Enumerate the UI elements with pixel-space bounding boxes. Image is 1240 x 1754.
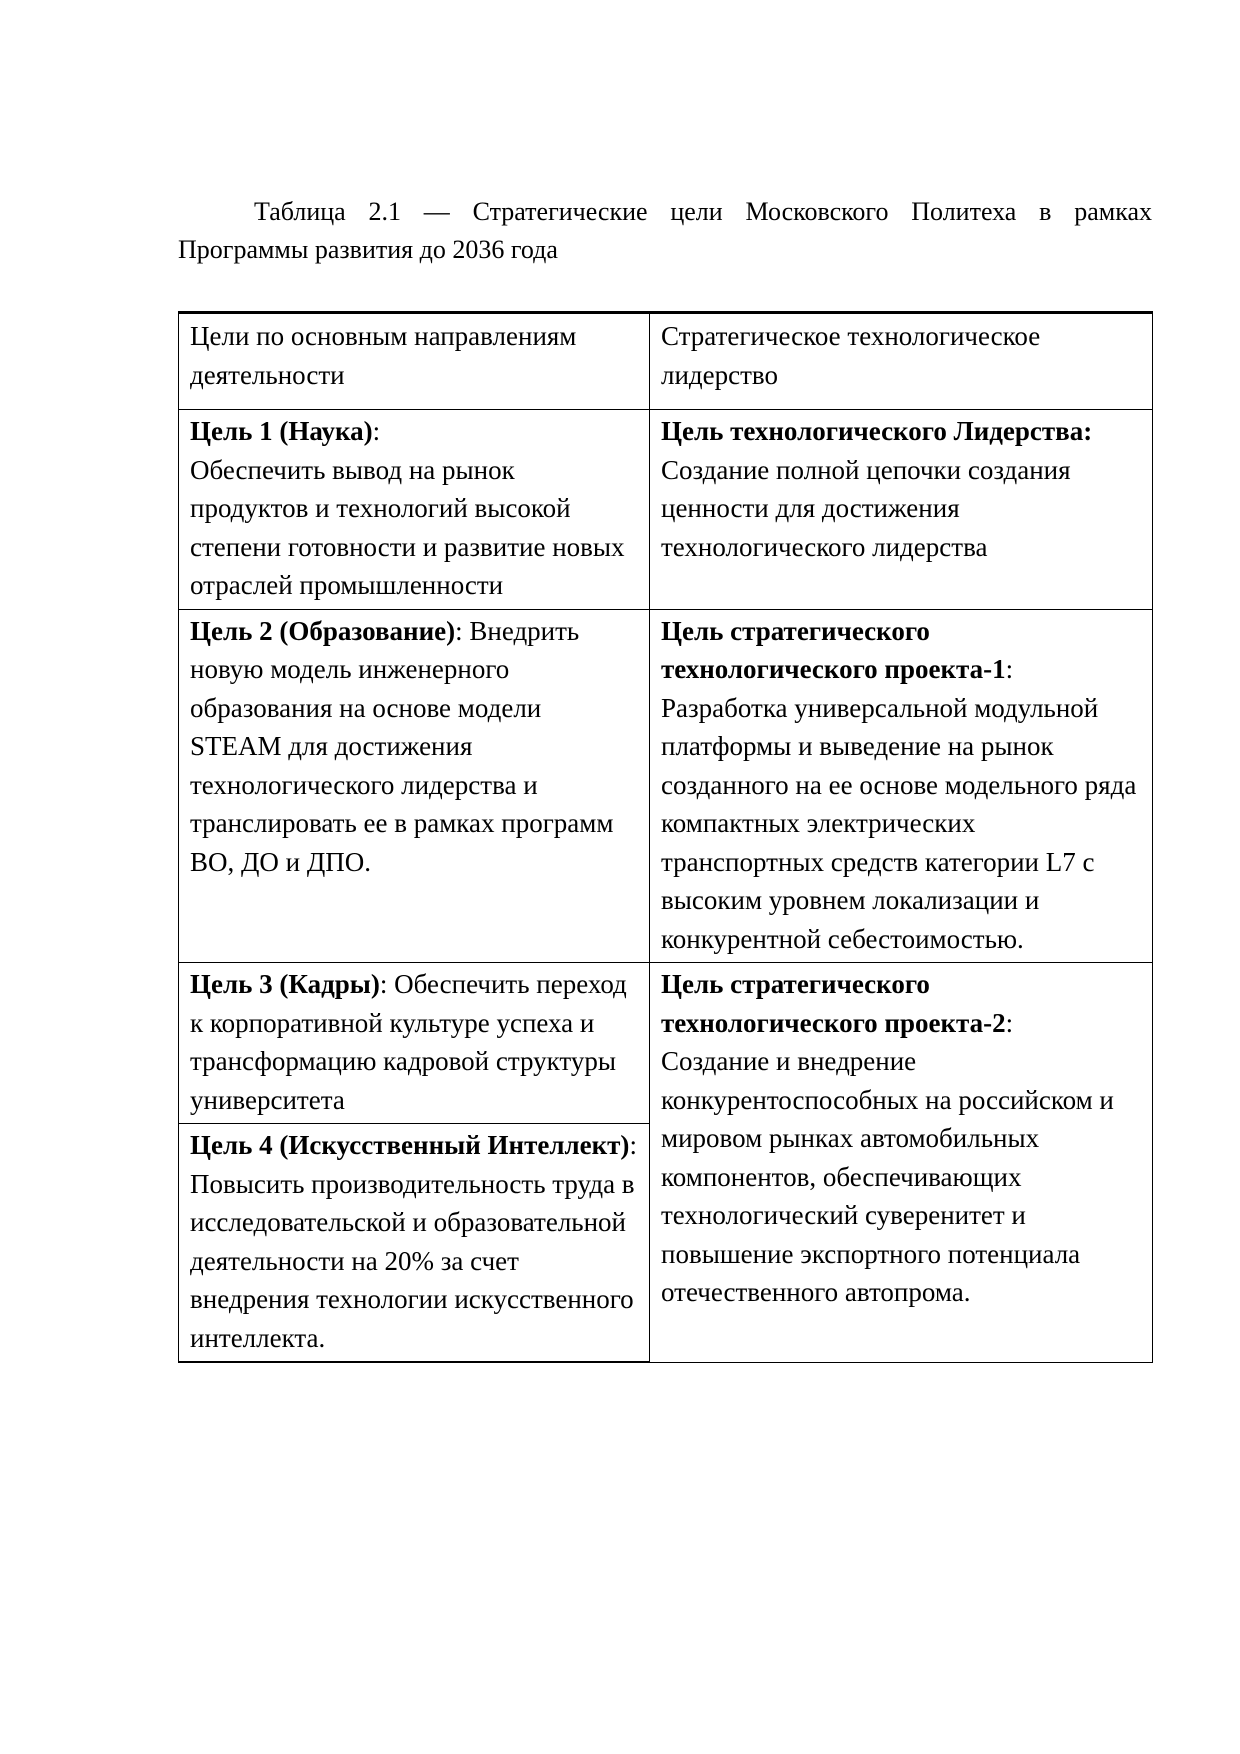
project-2-title: Цель стратегического технологического проекта-2 — [661, 969, 1006, 1038]
goal-1-separator: : — [372, 416, 381, 446]
project-2-separator: : — [1005, 1007, 1014, 1038]
tech-leadership-text: Создание полной цепочки создания ценности для достижения технологического лидерства — [661, 454, 1071, 562]
goal-2-education-cell — [179, 609, 650, 963]
goal-2-text: : Внедрить новую модель инженерного образования на основе модели STEAM для достижения технологического лидерства и транслировать ее в рамках программ ВО, ДО и ДПО. — [190, 615, 614, 877]
header-cell-directions — [179, 313, 650, 410]
table-header-row — [179, 313, 1153, 410]
project-2-text: Создание и внедрение конкурентоспособных на российском и мировом рынках автомобильных компонентов, обеспечивающих технологический суверенитет и повышение экспортного потенциала отечественного автопрома. — [661, 1046, 1114, 1307]
strategic-goals-table — [178, 311, 1153, 1363]
project-1-title: Цель стратегического технологического проекта-1 — [661, 615, 1006, 684]
header-leadership-label: Стратегическое технологическое лидерство — [661, 321, 1041, 390]
goal-4-ai-cell — [179, 1124, 650, 1363]
goal-4-text: : Повысить производительность труда в исследовательской и образовательной деятельности на 20% за счет внедрения технологии искусственного интеллекта. — [190, 1130, 637, 1353]
tech-leadership-title: Цель технологического Лидерства: — [661, 416, 1093, 446]
table-row — [179, 963, 1153, 1124]
project-2-goal-cell — [650, 963, 1153, 1363]
header-cell-leadership — [650, 313, 1153, 410]
goal-2-title: Цель 2 (Образование) — [190, 615, 456, 646]
goal-1-title: Цель 1 (Наука) — [190, 416, 373, 446]
goal-3-title: Цель 3 (Кадры) — [190, 969, 380, 999]
table-row — [179, 609, 1153, 963]
project-1-goal-cell — [650, 609, 1153, 963]
goal-4-title: Цель 4 (Искусственный Интеллект) — [190, 1130, 630, 1160]
header-directions-label: Цели по основным направлениям деятельности — [190, 321, 577, 390]
project-1-separator: : — [1005, 654, 1014, 684]
tech-leadership-goal-cell — [650, 410, 1153, 610]
table-row — [179, 410, 1153, 610]
goal-1-text: Обеспечить вывод на рынок продуктов и технологий высокой степени готовности и развитие новых отраслей промышленности — [190, 454, 625, 600]
goal-1-science-cell — [179, 410, 650, 610]
table-caption: Таблица 2.1 — Стратегические цели Московского Политеха в рамках Программы развития до 2036 года — [178, 197, 1152, 264]
goal-3-text: : Обеспечить переход к корпоративной культуре успеха и трансформацию кадровой структуры университета — [190, 969, 627, 1115]
project-1-text: Разработка универсальной модульной платформы и выведение на рынок созданного на ее основе модельного ряда компактных электрических транспортных средств категории L7 с высоким уровнем локализации и конкурентной себестоимостью. — [661, 692, 1137, 954]
goal-3-personnel-cell — [179, 963, 650, 1124]
